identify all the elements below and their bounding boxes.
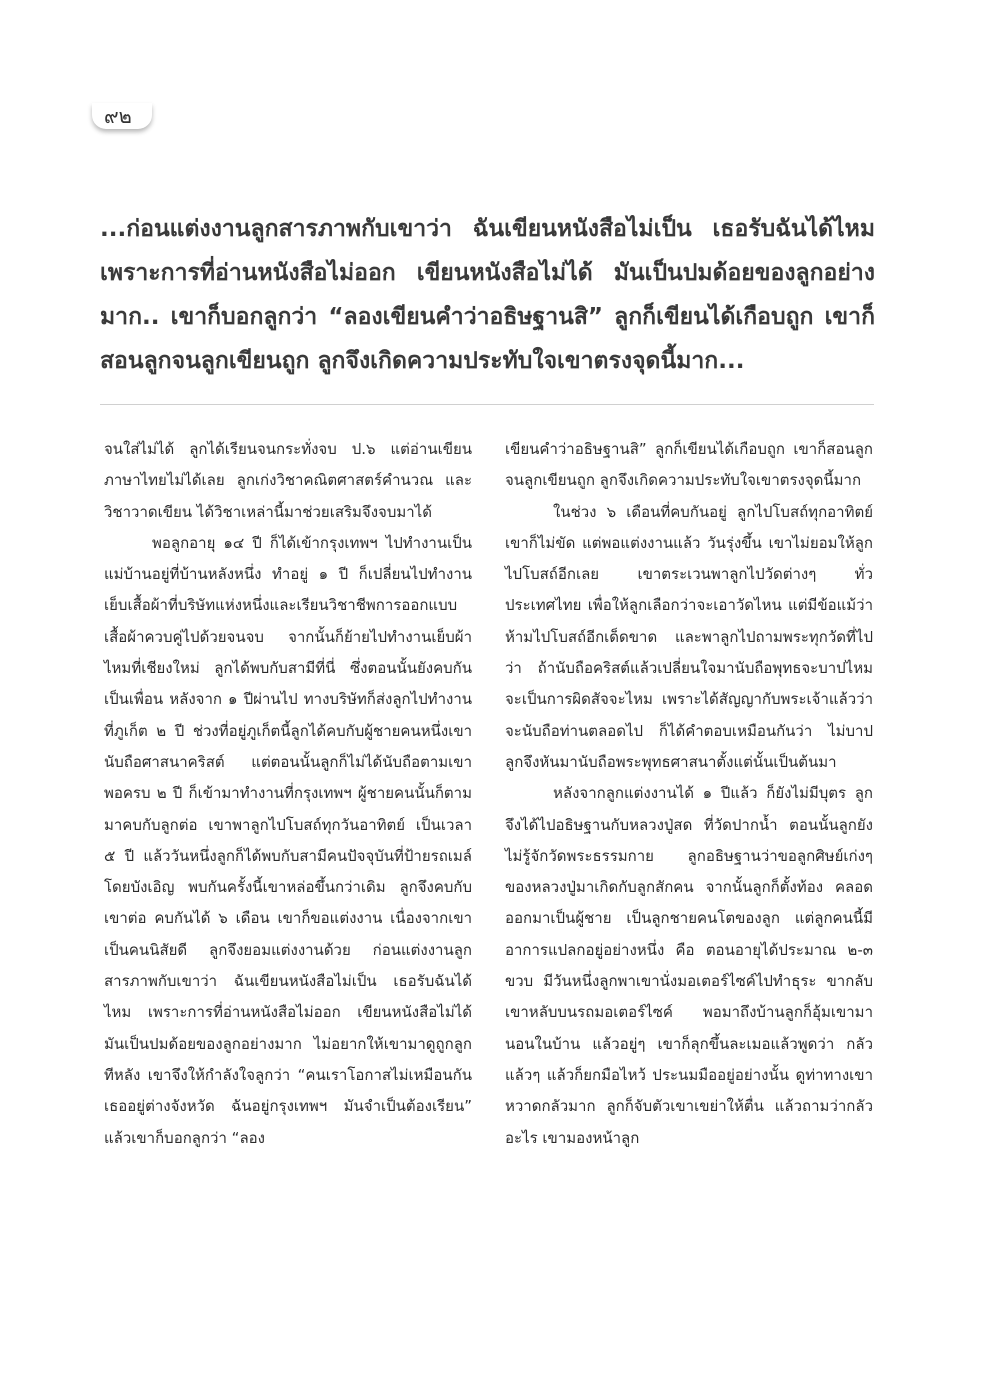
right-paragraph-1: เขียนคำว่าอธิษฐานสิ” ลูกก็เขียนได้เกือบถูก เขาก็สอนลูกจนลูกเขียนถูก ลูกจึงเกิดความประทับใจเขาตรงจุดนี้มาก [505,440,873,490]
section-divider [100,404,874,405]
right-column [505,434,873,1154]
pull-quote: ...ก่อนแต่งงานลูกสารภาพกับเขาว่า ฉันเขียนหนังสือไม่เป็น เธอรับฉันได้ไหม เพราะการที่อ่านหนังสือไม่ออก เขียนหนังสือไม่ได้ มันเป็นปมด้อยของลูกอย่างมาก.. เขาก็บอกลูกว่า “ลองเขียนคำว่าอธิษฐานสิ” ลูกก็เขียนได้เกือบถูก เขาก็สอนลูกจนลูกเขียนถูก ลูกจึงเกิดความประทับใจเขาตรงจุดนี้มาก... [100,216,875,374]
left-paragraph-2: พอลูกอายุ ๑๔ ปี ก็ได้เข้ากรุงเทพฯ ไปทำงานเป็นแม่บ้านอยู่ที่บ้านหลังหนึ่ง ทำอยู่ ๑ ปี ก็เปลี่ยนไปทำงานเย็บเสื้อผ้าที่บริษัทแห่งหนึ่งและเรียนวิชาชีพการออกแบบเสื้อผ้าควบคู่ไปด้วยจนจบ จากนั้นก็ย้ายไปทำงานเย็บผ้าไหมที่เชียงใหม่ ลูกได้พบกับสามีที่นี่ ซึ่งตอนนั้นยังคบกันเป็นเพื่อน หลังจาก ๑ ปีผ่านไป ทางบริษัทก็ส่งลูกไปทำงานที่ภูเก็ต ๒ ปี ช่วงที่อยู่ภูเก็ตนี้ลูกได้คบกับผู้ชายคนหนึ่งเขานับถือศาสนาคริสต์ แต่ตอนนั้นลูกก็ไม่ได้นับถือตามเขา พอครบ ๒ ปี ก็เข้ามาทำงานที่กรุงเทพฯ ผู้ชายคนนั้นก็ตามมาคบกับลูกต่อ เขาพาลูกไปโบสถ์ทุกวันอาทิตย์ เป็นเวลา ๕ ปี แล้ววันหนึ่งลูกก็ได้พบกับสามีคนปัจจุบันที่ป้ายรถเมล์โดยบังเอิญ พบกันครั้งนี้เขาหล่อขึ้นกว่าเดิม ลูกจึงคบกับเขาต่อ คบกันได้ ๖ เดือน เขาก็ขอแต่งงาน เนื่องจากเขาเป็นคนนิสัยดี ลูกจึงยอมแต่งงานด้วย ก่อนแต่งงานลูกสารภาพกับเขาว่า ฉันเขียนหนังสือไม่เป็น เธอรับฉันได้ไหม เพราะการที่อ่านหนังสือไม่ออก เขียนหนังสือไม่ได้ มันเป็นปมด้อยของลูกอย่างมาก ไม่อยากให้เขามาดูถูกลูกทีหลัง เขาจึงให้กำลังใจลูกว่า “คนเราโอกาสไม่เหมือนกัน เธออยู่ต่างจังหวัด ฉันอยู่กรุงเทพฯ มันจำเป็นต้องเรียน” แล้วเขาก็บอกลูกว่า “ลอง [104,533,472,1147]
right-paragraph-2: ในช่วง ๖ เดือนที่คบกันอยู่ ลูกไปโบสถ์ทุกอาทิตย์ เขาก็ไม่ขัด แต่พอแต่งงานแล้ว วันรุ่งขึ้น เขาไม่ยอมให้ลูกไปโบสถ์อีกเลย เขาตระเวนพาลูกไปวัดต่างๆ ทั่วประเทศไทย เพื่อให้ลูกเลือกว่าจะเอาวัดไหน แต่มีข้อแม้ว่า ห้ามไปโบสถ์อีกเด็ดขาด และพาลูกไปถามพระทุกวัดที่ไปว่า ถ้านับถือคริสต์แล้วเปลี่ยนใจมานับถือพุทธจะบาปไหม จะเป็นการผิดสัจจะไหม เพราะได้สัญญากับพระเจ้าแล้วว่าจะนับถือท่านตลอดไป ก็ได้คำตอบเหมือนกันว่า ไม่บาป ลูกจึงหันมานับถือพระพุทธศาสนาตั้งแต่นั้นเป็นต้นมา [505,502,873,771]
right-paragraph-3: หลังจากลูกแต่งงานได้ ๑ ปีแล้ว ก็ยังไม่มีบุตร ลูกจึงได้ไปอธิษฐานกับหลวงปู่สด ที่วัดปากน้ำ ตอนนั้นลูกยังไม่รู้จักวัดพระธรรมกาย ลูกอธิษฐานว่าขอลูกศิษย์เก่งๆ ของหลวงปู่มาเกิดกับลูกสักคน จากนั้นลูกก็ตั้งท้อง คลอดออกมาเป็นผู้ชาย เป็นลูกชายคนโตของลูก แต่ลูกคนนี้มีอาการแปลกอยู่อย่างหนึ่ง คือ ตอนอายุได้ประมาณ ๒-๓ ขวบ มีวันหนึ่งลูกพาเขานั่งมอเตอร์ไซค์ไปทำธุระ ขากลับเขาหลับบนรถมอเตอร์ไซค์ พอมาถึงบ้านลูกก็อุ้มเขามานอนในบ้าน แล้วอยู่ๆ เขาก็ลุกขึ้นละเมอแล้วพูดว่า กลัวแล้วๆ แล้วก็ยกมือไหว้ ประนมมืออยู่อย่างนั้น ดูท่าทางเขาหวาดกลัวมาก ลูกก็จับตัวเขาเขย่าให้ตื่น แล้วถามว่ากลัวอะไร เขามองหน้าลูก [505,784,873,1147]
left-paragraph-1: จนใส่ไม่ได้ ลูกได้เรียนจนกระทั่งจบ ป.๖ แต่อ่านเขียนภาษาไทยไม่ได้เลย ลูกเก่งวิชาคณิตศาสตร์คำนวณ และวิชาวาดเขียน ได้วิชาเหล่านี้มาช่วยเสริมจึงจบมาได้ [104,440,472,521]
left-column [104,434,472,1154]
page-number: ๙๒ [104,104,132,128]
